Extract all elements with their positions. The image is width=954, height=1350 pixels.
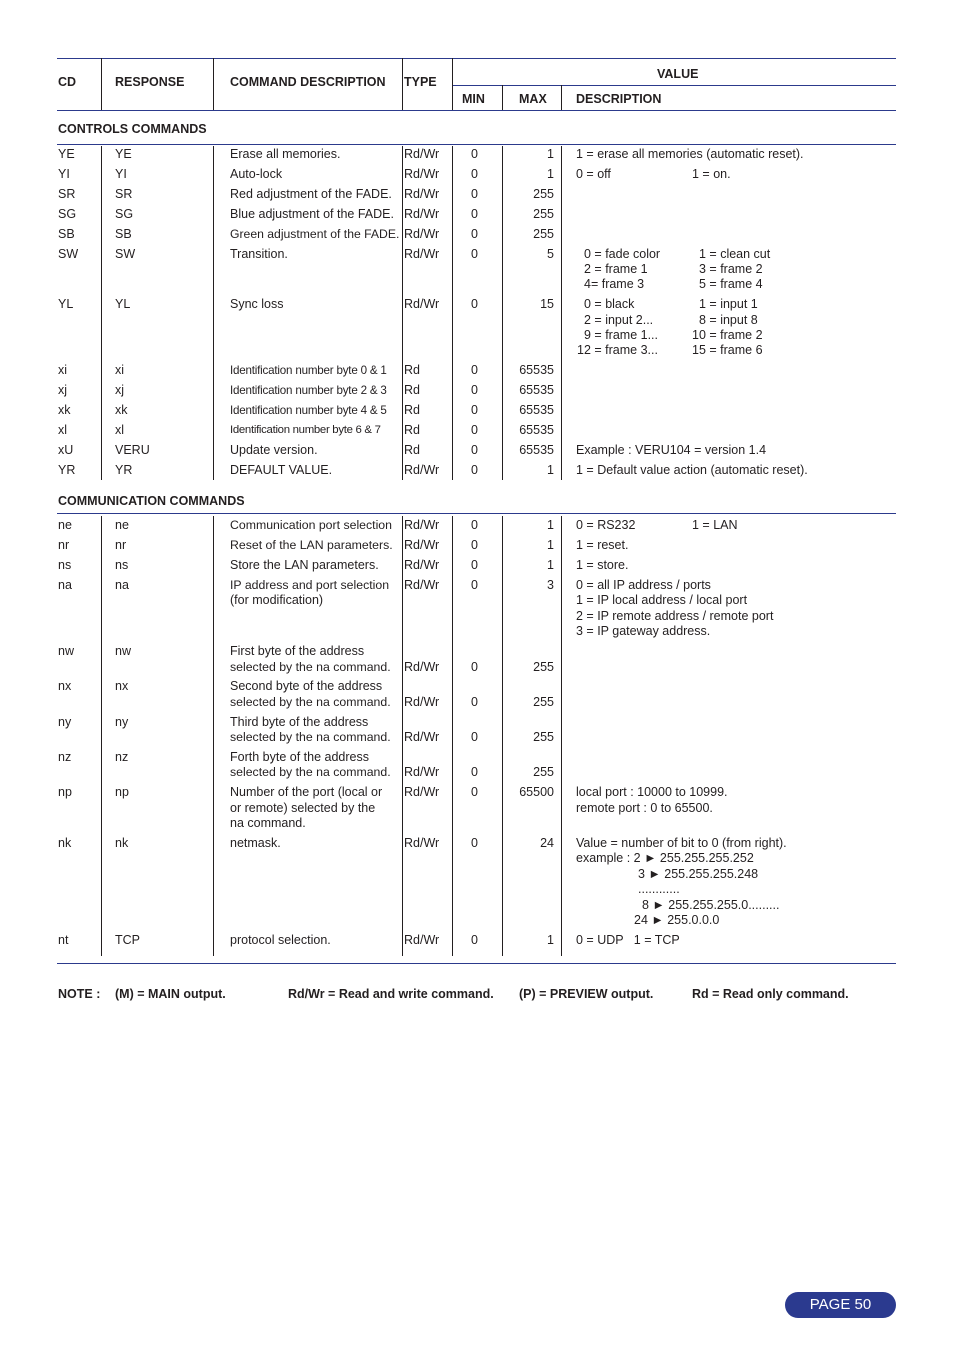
- cell-response: YE: [115, 147, 132, 161]
- cell-description: 0 = UDP 1 = TCP: [576, 933, 680, 947]
- cell-max: 65535: [519, 403, 554, 417]
- cell-response: xi: [115, 363, 125, 377]
- cell-description: 1 = LAN: [692, 518, 738, 532]
- cell-type: Rd/Wr: [404, 765, 440, 779]
- cell-description: 1 = IP local address / local port: [576, 593, 748, 607]
- cell-command: protocol selection.: [230, 933, 331, 947]
- cell-cd: xl: [58, 423, 68, 437]
- note-label: NOTE :: [58, 987, 101, 1001]
- header-command-description: COMMAND DESCRIPTION: [230, 75, 386, 89]
- cell-type: Rd: [404, 383, 420, 397]
- cell-response: ns: [115, 558, 129, 572]
- cell-max: 1: [547, 538, 554, 552]
- cell-min: 0: [471, 558, 478, 572]
- cell-cd: nk: [58, 836, 72, 850]
- cell-command: Identification number byte 6 & 7: [230, 424, 381, 436]
- note-read-only: Rd = Read only command.: [692, 987, 849, 1001]
- cell-min: 0: [471, 247, 478, 261]
- cell-cd: SB: [58, 227, 75, 241]
- cell-min: 0: [471, 423, 478, 437]
- cell-type: Rd/Wr: [404, 207, 440, 221]
- cell-description: 1 = store.: [576, 558, 629, 572]
- cell-description: Value = number of bit to 0 (from right).: [576, 836, 787, 850]
- col-sep: [101, 516, 102, 956]
- cell-description: 15 = frame 6: [692, 343, 763, 357]
- cell-description: 3 = frame 2: [699, 262, 763, 276]
- cell-description: example : 2 ► 255.255.255.252: [576, 851, 754, 865]
- cell-type: Rd/Wr: [404, 660, 440, 674]
- cell-type: Rd/Wr: [404, 785, 440, 799]
- cell-command: Identification number byte 4 & 5: [230, 404, 387, 417]
- cell-max: 5: [547, 247, 554, 261]
- cell-min: 0: [471, 836, 478, 850]
- col-sep: [502, 516, 503, 956]
- cell-type: Rd/Wr: [404, 538, 440, 552]
- cell-description: 1 = on.: [692, 167, 731, 181]
- cell-command: Red adjustment of the FADE.: [230, 187, 392, 201]
- cell-max: 3: [547, 578, 554, 592]
- cell-description: 9 = frame 1...: [584, 328, 658, 342]
- cell-description: 1 = erase all memories (automatic reset).: [576, 147, 804, 161]
- header-sep: [561, 85, 562, 110]
- cell-command: IP address and port selection: [230, 578, 390, 592]
- cell-command: selected by the na command.: [230, 730, 391, 744]
- cell-description: 0 = all IP address / ports: [576, 578, 711, 592]
- cell-description: 24 ► 255.0.0.0: [634, 913, 720, 927]
- header-description: DESCRIPTION: [576, 92, 662, 106]
- cell-command: Update version.: [230, 443, 318, 457]
- cell-description: local port : 10000 to 10999.: [576, 785, 728, 799]
- cell-response: YL: [115, 297, 131, 311]
- col-sep: [101, 146, 102, 480]
- cell-min: 0: [471, 207, 478, 221]
- cell-response: nw: [115, 644, 131, 658]
- cell-response: na: [115, 578, 129, 592]
- cell-type: Rd/Wr: [404, 297, 440, 311]
- cell-command: Communication port selection: [230, 518, 392, 532]
- cell-command: netmask.: [230, 836, 281, 850]
- cell-type: Rd/Wr: [404, 578, 440, 592]
- cell-max: 1: [547, 463, 554, 477]
- header-sep: [402, 58, 403, 110]
- cell-max: 15: [540, 297, 554, 311]
- cell-description: 8 ► 255.255.255.0.........: [642, 898, 780, 912]
- col-sep: [452, 146, 453, 480]
- cell-description: 5 = frame 4: [699, 277, 763, 291]
- cell-type: Rd/Wr: [404, 730, 440, 744]
- cell-command: selected by the na command.: [230, 660, 391, 674]
- cell-type: Rd: [404, 423, 420, 437]
- cell-description: 2 = frame 1: [584, 262, 648, 276]
- cell-command: na command.: [230, 816, 306, 830]
- header-sep: [502, 85, 503, 110]
- cell-max: 24: [540, 836, 554, 850]
- cell-max: 255: [533, 207, 554, 221]
- cell-description: ............: [638, 882, 680, 896]
- cell-response: xj: [115, 383, 125, 397]
- header-sep: [101, 58, 102, 110]
- cell-min: 0: [471, 578, 478, 592]
- col-sep: [213, 146, 214, 480]
- cell-type: Rd/Wr: [404, 695, 440, 709]
- col-sep: [502, 146, 503, 480]
- header-type: TYPE: [404, 75, 437, 89]
- cell-max: 65535: [519, 423, 554, 437]
- cell-response: np: [115, 785, 129, 799]
- cell-max: 1: [547, 147, 554, 161]
- cell-description: 0 = fade color: [584, 247, 661, 261]
- cell-command: Green adjustment of the FADE.: [230, 227, 400, 241]
- cell-min: 0: [471, 363, 478, 377]
- cell-command: selected by the na command.: [230, 695, 391, 709]
- cell-command: First byte of the address: [230, 644, 365, 658]
- cell-max: 65535: [519, 383, 554, 397]
- cell-command: Identification number byte 2 & 3: [230, 384, 387, 397]
- cell-description: 1 = Default value action (automatic reset).: [576, 463, 808, 477]
- cell-cd: xi: [58, 363, 68, 377]
- cell-cd: SW: [58, 247, 79, 261]
- cell-max: 1: [547, 558, 554, 572]
- cell-min: 0: [471, 660, 478, 674]
- cell-response: ny: [115, 715, 129, 729]
- cell-description: 1 = input 1: [699, 297, 758, 311]
- cell-description: 4= frame 3: [584, 277, 645, 291]
- cell-max: 255: [533, 187, 554, 201]
- header-cd: CD: [58, 75, 77, 89]
- cell-response: SG: [115, 207, 134, 221]
- note-read-write: Rd/Wr = Read and write command.: [288, 987, 494, 1001]
- cell-description: 2 = IP remote address / remote port: [576, 609, 774, 623]
- cell-type: Rd/Wr: [404, 167, 440, 181]
- cell-cd: ns: [58, 558, 72, 572]
- cell-max: 65500: [519, 785, 554, 799]
- cell-min: 0: [471, 383, 478, 397]
- cell-command: (for modification): [230, 593, 324, 607]
- cell-command: Store the LAN parameters.: [230, 558, 379, 572]
- cell-cd: nt: [58, 933, 69, 947]
- cell-max: 1: [547, 518, 554, 532]
- cell-cd: nw: [58, 644, 74, 658]
- cell-min: 0: [471, 187, 478, 201]
- cell-max: 65535: [519, 443, 554, 457]
- cell-description: Example : VERU104 = version 1.4: [576, 443, 767, 457]
- cell-cd: xU: [58, 443, 74, 457]
- cell-type: Rd/Wr: [404, 147, 440, 161]
- header-min: MIN: [462, 92, 485, 106]
- cell-min: 0: [471, 730, 478, 744]
- col-sep: [213, 516, 214, 956]
- cell-command: Erase all memories.: [230, 147, 341, 161]
- cell-cd: xj: [58, 383, 68, 397]
- cell-response: xl: [115, 423, 125, 437]
- cell-min: 0: [471, 933, 478, 947]
- cell-response: VERU: [115, 443, 150, 457]
- cell-description: 3 ► 255.255.255.248: [638, 867, 759, 881]
- cell-cd: np: [58, 785, 72, 799]
- cell-type: Rd: [404, 363, 420, 377]
- cell-min: 0: [471, 463, 478, 477]
- cell-cd: YI: [58, 167, 70, 181]
- cell-max: 1: [547, 933, 554, 947]
- cell-description: 0 = black: [584, 297, 635, 311]
- header-response: RESPONSE: [115, 75, 185, 89]
- cell-type: Rd/Wr: [404, 187, 440, 201]
- cell-cd: nr: [58, 538, 70, 552]
- cell-response: SW: [115, 247, 136, 261]
- cell-type: Rd: [404, 403, 420, 417]
- header-bottom-rule: [57, 110, 896, 111]
- cell-description: 8 = input 8: [699, 313, 758, 327]
- header-value: VALUE: [657, 67, 699, 81]
- cell-max: 255: [533, 660, 554, 674]
- col-sep: [402, 516, 403, 956]
- cell-command: Transition.: [230, 247, 288, 261]
- cell-command: Blue adjustment of the FADE.: [230, 207, 394, 221]
- comm-section-rule: [57, 513, 896, 514]
- col-sep: [561, 146, 562, 480]
- cell-command: selected by the na command.: [230, 765, 391, 779]
- cell-command: Second byte of the address: [230, 679, 383, 693]
- cell-cd: YL: [58, 297, 74, 311]
- header-sep: [452, 58, 453, 110]
- cell-max: 1: [547, 167, 554, 181]
- col-sep: [402, 146, 403, 480]
- cell-response: nk: [115, 836, 129, 850]
- cell-cd: nz: [58, 750, 72, 764]
- page-number-badge: PAGE 50: [785, 1292, 896, 1318]
- cell-min: 0: [471, 518, 478, 532]
- cell-min: 0: [471, 538, 478, 552]
- cell-description: 3 = IP gateway address.: [576, 624, 711, 638]
- value-header-rule: [452, 85, 896, 86]
- cell-min: 0: [471, 297, 478, 311]
- cell-description: 2 = input 2...: [584, 313, 654, 327]
- cell-response: SR: [115, 187, 133, 201]
- cell-cd: nx: [58, 679, 72, 693]
- cell-command: Identification number byte 0 & 1: [230, 364, 387, 377]
- cell-type: Rd/Wr: [404, 247, 440, 261]
- cell-cd: YR: [58, 463, 76, 477]
- cell-type: Rd/Wr: [404, 836, 440, 850]
- cell-min: 0: [471, 443, 478, 457]
- cell-type: Rd/Wr: [404, 933, 440, 947]
- cell-command: Reset of the LAN parameters.: [230, 538, 393, 552]
- cell-command: DEFAULT VALUE.: [230, 463, 333, 477]
- cell-type: Rd/Wr: [404, 227, 440, 241]
- cell-max: 65535: [519, 363, 554, 377]
- cell-description: 0 = off: [576, 167, 611, 181]
- cell-cd: na: [58, 578, 72, 592]
- cell-description: remote port : 0 to 65500.: [576, 801, 713, 815]
- cell-description: 10 = frame 2: [692, 328, 763, 342]
- section-title-controls: CONTROLS COMMANDS: [58, 122, 207, 136]
- table-bottom-rule: [57, 963, 896, 964]
- header-top-rule: [57, 58, 896, 59]
- cell-response: SB: [115, 227, 132, 241]
- cell-description: 1 = clean cut: [699, 247, 771, 261]
- cell-response: nx: [115, 679, 129, 693]
- cell-cd: xk: [58, 403, 71, 417]
- cell-min: 0: [471, 765, 478, 779]
- cell-type: Rd/Wr: [404, 518, 440, 532]
- cell-cd: ne: [58, 518, 72, 532]
- section-title-communication: COMMUNICATION COMMANDS: [58, 494, 245, 508]
- cell-response: nr: [115, 538, 127, 552]
- cell-command: Third byte of the address: [230, 715, 369, 729]
- cell-response: YI: [115, 167, 127, 181]
- cell-response: nz: [115, 750, 129, 764]
- cell-min: 0: [471, 695, 478, 709]
- cell-response: xk: [115, 403, 128, 417]
- col-sep: [561, 516, 562, 956]
- cell-response: TCP: [115, 933, 140, 947]
- note-main-output: (M) = MAIN output.: [115, 987, 226, 1001]
- cell-min: 0: [471, 403, 478, 417]
- cell-command: Auto-lock: [230, 167, 283, 181]
- cell-cd: SR: [58, 187, 76, 201]
- cell-max: 255: [533, 765, 554, 779]
- cell-command: Forth byte of the address: [230, 750, 369, 764]
- cell-max: 255: [533, 695, 554, 709]
- cell-type: Rd: [404, 443, 420, 457]
- cell-response: ne: [115, 518, 129, 532]
- cell-command: Sync loss: [230, 297, 284, 311]
- cell-min: 0: [471, 227, 478, 241]
- cell-max: 255: [533, 730, 554, 744]
- cell-max: 255: [533, 227, 554, 241]
- cell-cd: ny: [58, 715, 72, 729]
- header-max: MAX: [519, 92, 547, 106]
- controls-section-rule: [57, 144, 896, 145]
- cell-command: or remote) selected by the: [230, 801, 376, 815]
- note-preview-output: (P) = PREVIEW output.: [519, 987, 654, 1001]
- cell-response: YR: [115, 463, 133, 477]
- header-sep: [213, 58, 214, 110]
- cell-type: Rd/Wr: [404, 463, 440, 477]
- cell-cd: YE: [58, 147, 75, 161]
- cell-description: 12 = frame 3...: [577, 343, 658, 357]
- cell-cd: SG: [58, 207, 77, 221]
- cell-description: 0 = RS232: [576, 518, 636, 532]
- cell-min: 0: [471, 785, 478, 799]
- cell-description: 1 = reset.: [576, 538, 629, 552]
- col-sep: [452, 516, 453, 956]
- cell-command: Number of the port (local or: [230, 785, 383, 799]
- cell-min: 0: [471, 147, 478, 161]
- cell-type: Rd/Wr: [404, 558, 440, 572]
- cell-min: 0: [471, 167, 478, 181]
